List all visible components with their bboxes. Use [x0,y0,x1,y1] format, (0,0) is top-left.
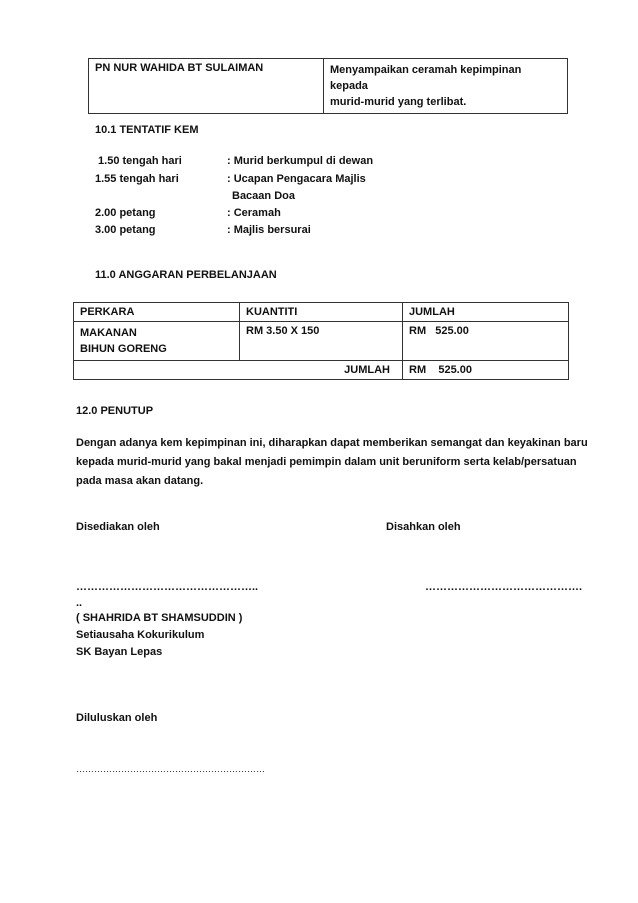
tentatif-heading: 10.1 TENTATIF KEM [95,124,199,136]
tentatif-time: 1.55 tengah hari [95,173,179,185]
signatory-position: Setiausaha Kokurikulum [76,629,205,641]
signature-line-left-cont: .. [76,597,83,609]
tentatif-desc: : Majlis bersurai [227,224,311,236]
signature-line-bottom: ……………………………………………………… [76,764,265,774]
tentatif-desc: : Ucapan Pengacara Majlis [227,173,366,185]
signatory-school: SK Bayan Lepas [76,646,163,658]
coordinator-task [324,59,568,114]
penutup-line: Dengan adanya kem kepimpinan ini, diharapkan dapat memberikan semangat dan keyakinan baru [76,437,588,449]
total-label [74,361,403,380]
anggaran-heading: 11.0 ANGGARAN PERBELANJAAN [95,269,277,281]
cell-kuantiti: RM 3.50 X 150 [240,322,403,361]
budget-header-row [74,303,569,322]
budget-row [74,322,569,361]
signatory-name: ( SHAHRIDA BT SHAMSUDDIN ) [76,612,243,624]
tentatif-time: 1.50 tengah hari [95,155,182,167]
penutup-paragraph [76,434,588,491]
prepared-by-label: Disediakan oleh [76,521,160,533]
tentatif-desc: : Ceramah [227,207,281,219]
cell-perkara [74,322,240,361]
coordinator-name [89,59,324,114]
header-perkara: PERKARA [74,303,240,322]
budget-total-row [74,361,569,380]
signature-line-left: ………………………………………….. [76,581,259,593]
total-label-text: JUMLAH [344,364,390,376]
tentatif-desc: Bacaan Doa [232,190,295,202]
signature-line-right: ……………………………………. [425,581,583,593]
tentatif-time: 3.00 petang [95,224,156,236]
header-jumlah: JUMLAH [403,303,569,322]
penutup-line: pada masa akan datang. [76,475,204,487]
approved-by-label: Disahkan oleh [386,521,461,533]
passed-by-label: Diluluskan oleh [76,712,158,724]
penutup-heading: 12.0 PENUTUP [76,405,154,417]
coordinator-name-text: PN NUR WAHIDA BT SULAIMAN [95,62,264,74]
budget-table [73,302,569,380]
penutup-line: kepada murid-murid yang bakal menjadi pemimpin dalam unit beruniform serta kelab/persatuan [76,456,577,468]
perkara-line-2: BIHUN GORENG [80,343,167,355]
total-value: RM 525.00 [403,361,569,380]
tentatif-time: 2.00 petang [95,207,156,219]
cell-jumlah: RM 525.00 [403,322,569,361]
tentatif-desc: : Murid berkumpul di dewan [227,155,374,167]
task-line-1: Menyampaikan ceramah kepimpinan kepada [330,64,522,92]
coordinator-table [88,58,568,114]
perkara-line-1: MAKANAN [80,327,137,339]
task-line-2: murid-murid yang terlibat. [330,96,467,108]
header-kuantiti: KUANTITI [240,303,403,322]
